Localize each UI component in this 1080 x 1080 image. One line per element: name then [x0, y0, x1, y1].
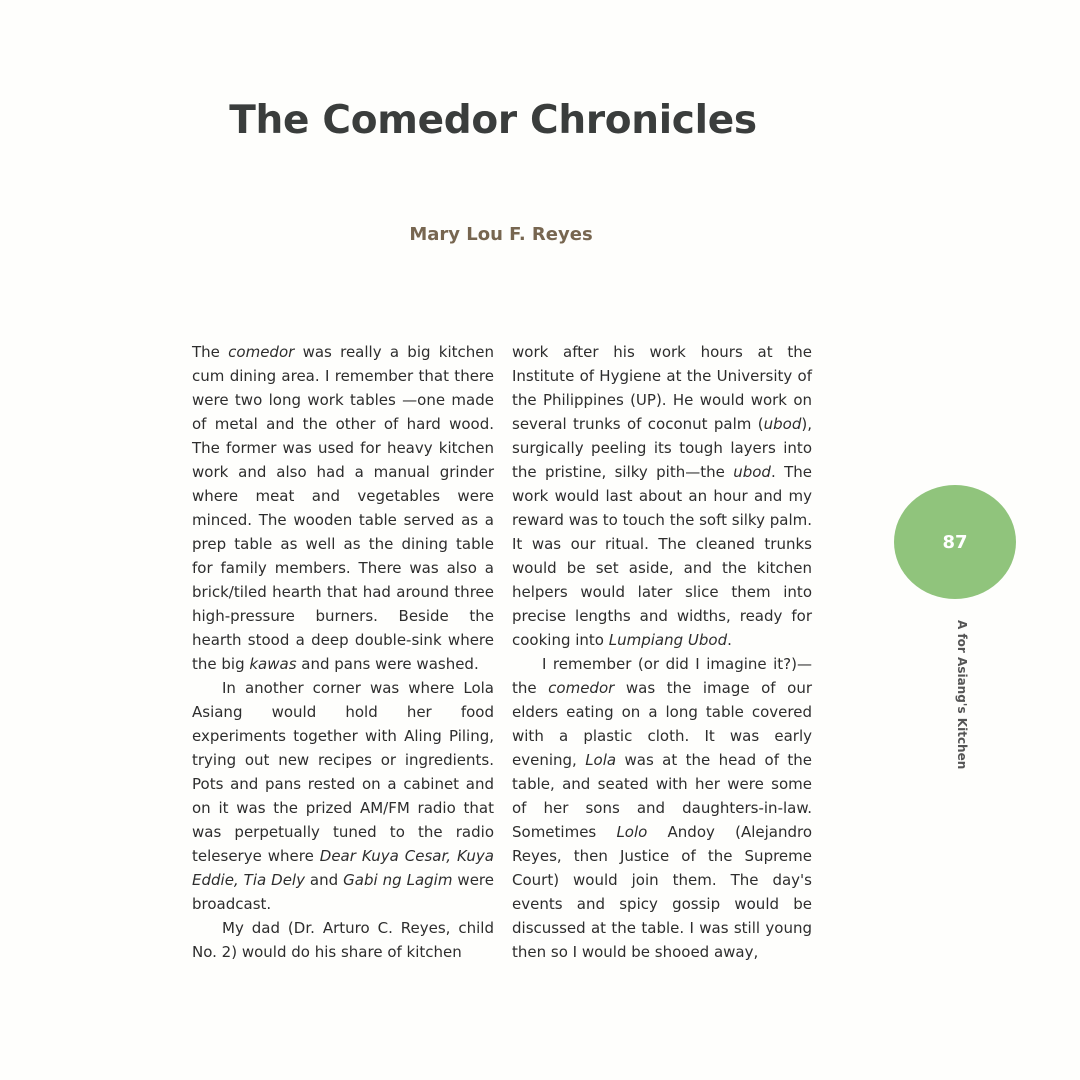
left-column — [192, 340, 494, 964]
paragraph: My dad (Dr. Arturo C. Reyes, child No. 2) would do his share of kitchen — [192, 919, 494, 961]
italic-term: Lumpiang Ubod — [608, 631, 728, 649]
page-number: 87 — [942, 531, 968, 553]
italic-term: ubod — [763, 415, 802, 433]
italic-term: Gabi ng Lagim — [343, 871, 453, 889]
italic-term: kawas — [249, 655, 297, 673]
running-head: A for Asiang's Kitchen — [955, 620, 969, 770]
paragraph: work after his work hours at the Institute of Hygiene at the University of the Philippines (UP). He would work on several trunks of coconut palm (ubod), surgically peeling its tough layers into the pristine, silky pith—the ubod. The work would last about an hour and my reward was to touch the soft silky palm. It was our ritual. The cleaned trunks would be set aside, and the kitchen helpers would later slice them into precise lengths and widths, ready for cooking into Lumpiang Ubod. — [512, 343, 812, 649]
paragraph: In another corner was where Lola Asiang would hold her food experiments together with Aling Piling, trying out new recipes or ingredients. Pots and pans rested on a cabinet and on it was the prized AM/FM radio that was perpetually tuned to the radio teleserye where Dear Kuya Cesar, Kuya Eddie, Tia Dely and Gabi ng Lagim were broadcast. — [192, 679, 494, 913]
author-name: Mary Lou F. Reyes — [409, 224, 593, 245]
italic-term: ubod — [733, 463, 771, 481]
chapter-title: The Comedor Chronicles — [229, 98, 757, 143]
italic-term: Lolo — [616, 823, 648, 841]
italic-term: Lola — [585, 751, 617, 769]
paragraph: The comedor was really a big kitchen cum dining area. I remember that there were two long work tables —one made of metal and the other of hard wood. The former was used for heavy kitchen work and also had a manual grinder where meat and vegetables were minced. The wooden table served as a prep table as well as the dining table for family members. There was also a brick/tiled hearth that had around three high-pressure burners. Beside the hearth stood a deep double-sink where the big kawas and pans were washed. — [192, 343, 494, 673]
italic-term: comedor — [228, 343, 295, 361]
italic-term: Dear Kuya Cesar, Kuya Eddie, Tia Dely — [192, 847, 494, 889]
italic-term: comedor — [548, 679, 615, 697]
page-number-badge — [894, 485, 1016, 599]
right-column — [512, 340, 812, 964]
paragraph: I remember (or did I imagine it?)— the comedor was the image of our elders eating on a long table covered with a plastic cloth. It was early evening, Lola was at the head of the table, and seated with her were some of her sons and daughters-in-law. Sometimes Lolo Andoy (Alejandro Reyes, then Justice of the Supreme Court) would join them. The day's events and spicy gossip would be discussed at the table. I was still young then so I would be shooed away, — [512, 655, 812, 961]
